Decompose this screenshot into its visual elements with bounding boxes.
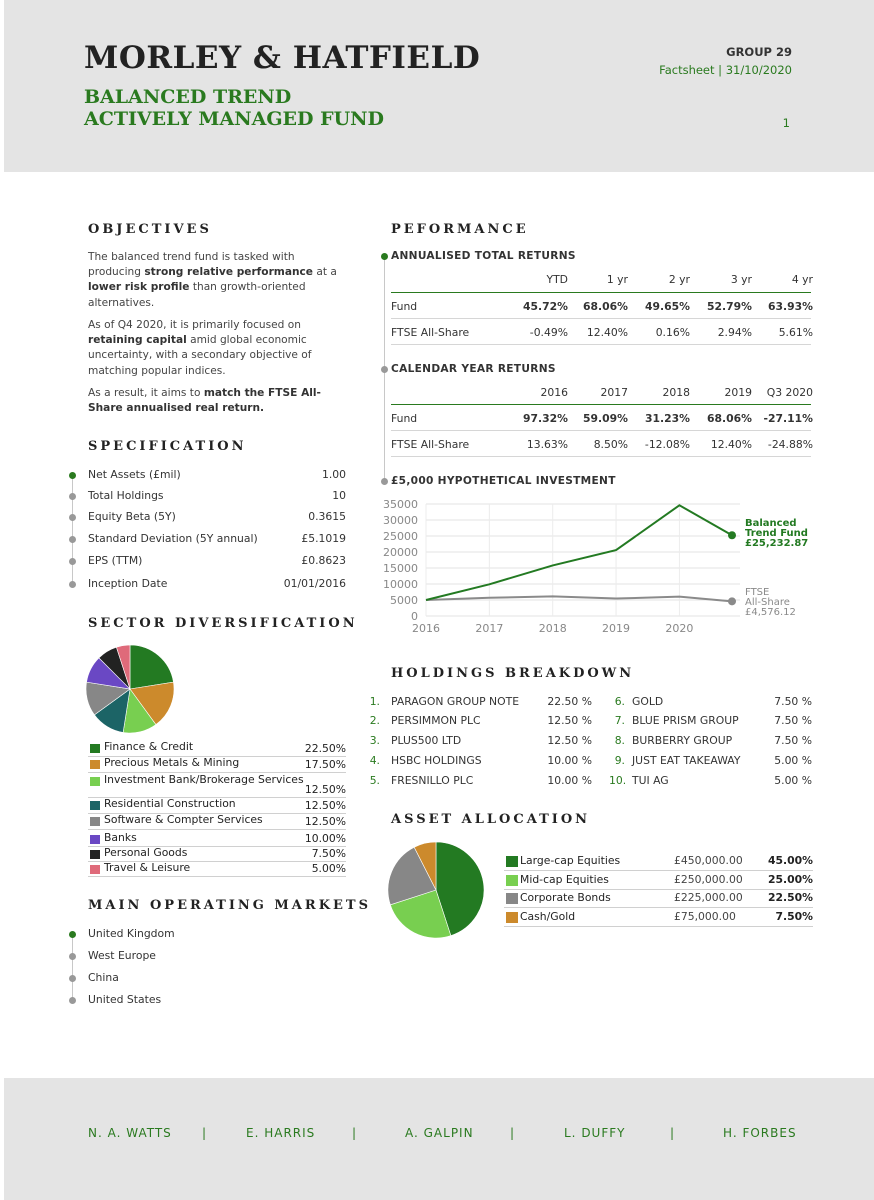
table-row-label: Fund — [391, 412, 418, 425]
markets-title: MAIN OPERATING MARKETS — [88, 898, 371, 913]
spec-value: 10 — [332, 489, 346, 502]
group-label: GROUP 29 — [726, 45, 792, 59]
y-tick-label: 20000 — [383, 546, 418, 559]
table-cell: 97.32% — [523, 412, 568, 425]
spec-label: Standard Deviation (5Y annual) — [88, 532, 258, 545]
sector-swatch — [90, 744, 100, 753]
allocation-pie-chart — [388, 842, 484, 938]
allocation-swatch — [506, 893, 518, 904]
holding-name: JUST EAT TAKEAWAY — [632, 754, 741, 767]
hypothetical-title: £5,000 HYPOTHETICAL INVESTMENT — [391, 475, 616, 487]
spec-row — [66, 489, 348, 507]
x-tick-label: 2017 — [475, 622, 504, 635]
allocation-amount: £250,000.00 — [674, 873, 743, 886]
objectives-paragraph-2: As of Q4 2020, it is primarily focused on retaining capital amid global economic uncertainty, with a secondary objective of matching popular indices. — [88, 319, 312, 377]
series-end-label: Balanced — [745, 518, 797, 529]
annualised-dot — [381, 253, 388, 260]
allocation-legend-row — [504, 854, 813, 871]
spec-label: EPS (TTM) — [88, 554, 143, 567]
sector-legend-row — [88, 862, 346, 877]
sector-percent: 5.00% — [311, 862, 346, 875]
holding-number: 8. — [614, 734, 625, 747]
table-cell: 2.94% — [717, 326, 752, 339]
table-rule — [391, 344, 811, 345]
sector-swatch — [90, 850, 100, 859]
series-end-label: All-Share — [745, 597, 790, 608]
sector-legend-row — [88, 757, 346, 773]
spec-value: £0.8623 — [301, 554, 346, 567]
sector-label: Finance & Credit — [104, 740, 194, 753]
allocation-label: Corporate Bonds — [520, 891, 611, 904]
spec-label: Total Holdings — [88, 489, 164, 502]
table-row-label: FTSE All-Share — [391, 438, 470, 451]
spec-label: Inception Date — [88, 577, 168, 590]
holding-name: PARAGON GROUP NOTE — [391, 695, 520, 708]
y-tick-label: 15000 — [383, 562, 418, 575]
allocation-amount: £225,000.00 — [674, 891, 743, 904]
allocation-percent: 45.00% — [768, 854, 813, 867]
x-tick-label: 2018 — [538, 622, 567, 635]
allocation-label: Large-cap Equities — [520, 854, 621, 867]
spec-dot — [69, 581, 76, 588]
market-dot — [69, 953, 76, 960]
allocation-swatch — [506, 856, 518, 867]
holding-name: PERSIMMON PLC — [391, 714, 481, 727]
table-cell: -12.08% — [644, 438, 690, 451]
objectives-paragraph-1: The balanced trend fund is tasked with producing strong relative performance at a lower risk profile than growth-oriented alternatives. — [88, 251, 337, 309]
fund-name-line1: BALANCED TREND — [84, 86, 292, 108]
market-item: China — [88, 971, 119, 984]
holding-name: HSBC HOLDINGS — [391, 754, 482, 767]
allocation-percent: 25.00% — [768, 873, 813, 886]
table-cell: 52.79% — [707, 300, 752, 313]
holding-number: 9. — [614, 754, 625, 767]
holding-name: TUI AG — [632, 774, 669, 787]
sector-swatch — [90, 801, 100, 810]
series-line-1 — [426, 596, 732, 601]
holding-percent: 10.00 % — [547, 774, 592, 787]
y-tick-label: 35000 — [383, 498, 418, 511]
holding-number: 6. — [614, 695, 625, 708]
hypothetical-investment-chart — [376, 492, 820, 640]
table-cell: 12.40% — [586, 326, 628, 339]
spec-value: 01/01/2016 — [283, 577, 346, 590]
footer-name: L. DUFFY — [564, 1126, 626, 1140]
hypothetical-dot — [381, 478, 388, 485]
holding-percent: 7.50 % — [774, 734, 812, 747]
holding-name: BLUE PRISM GROUP — [632, 714, 739, 727]
allocation-label: Mid-cap Equities — [520, 873, 609, 886]
holding-number: 5. — [369, 774, 380, 787]
sector-label: Precious Metals & Mining — [104, 756, 240, 769]
spec-row — [66, 532, 348, 550]
series-end-label: £25,232.87 — [745, 538, 809, 549]
footer-separator: | — [352, 1126, 357, 1140]
brand-title: MORLEY & HATFIELD — [84, 40, 481, 76]
table-header: 2019 — [724, 386, 752, 399]
spec-dot — [69, 472, 76, 479]
sector-label: Personal Goods — [104, 846, 188, 859]
footer-name: H. FORBES — [723, 1126, 797, 1140]
allocation-title: ASSET ALLOCATION — [391, 812, 591, 827]
holding-percent: 5.00 % — [774, 774, 812, 787]
x-tick-label: 2019 — [602, 622, 631, 635]
table-cell: 63.93% — [768, 300, 813, 313]
holding-name: GOLD — [632, 695, 664, 708]
sector-swatch — [90, 865, 100, 874]
holding-name: PLUS500 LTD — [391, 734, 462, 747]
market-dot — [69, 975, 76, 982]
allocation-swatch — [506, 912, 518, 923]
holding-number: 4. — [369, 754, 380, 767]
market-dot — [69, 997, 76, 1004]
holding-number: 1. — [369, 695, 380, 708]
objectives-title: OBJECTIVES — [88, 222, 212, 237]
allocation-label: Cash/Gold — [520, 910, 576, 923]
objectives-paragraph-3: As a result, it aims to match the FTSE All-Share annualised real return. — [88, 387, 321, 415]
table-header: 4 yr — [791, 273, 813, 286]
spec-value: £5.1019 — [301, 532, 346, 545]
x-tick-label: 2020 — [665, 622, 694, 635]
table-cell: 5.61% — [778, 326, 813, 339]
holding-percent: 12.50 % — [547, 734, 592, 747]
holding-name: BURBERRY GROUP — [632, 734, 733, 747]
holding-percent: 7.50 % — [774, 714, 812, 727]
allocation-swatch — [506, 875, 518, 886]
sector-percent: 12.50% — [304, 815, 346, 828]
holding-number: 3. — [369, 734, 380, 747]
table-cell: 45.72% — [523, 300, 568, 313]
spec-row — [66, 468, 348, 486]
y-tick-label: 25000 — [383, 530, 418, 543]
spec-row — [66, 577, 348, 595]
table-cell: 8.50% — [593, 438, 628, 451]
market-item: West Europe — [88, 949, 156, 962]
holding-percent: 22.50 % — [547, 695, 592, 708]
holding-percent: 10.00 % — [547, 754, 592, 767]
footer-separator: | — [510, 1126, 515, 1140]
table-cell: 13.63% — [526, 438, 568, 451]
sector-percent: 12.50% — [304, 783, 346, 796]
x-tick-label: 2016 — [412, 622, 440, 635]
spec-dot — [69, 558, 76, 565]
table-cell: -27.11% — [763, 412, 813, 425]
spec-label: Equity Beta (5Y) — [88, 510, 176, 523]
table-cell: -0.49% — [529, 326, 568, 339]
sector-swatch — [90, 760, 100, 769]
footer-separator: | — [202, 1126, 207, 1140]
series-line-0 — [426, 505, 732, 600]
sector-swatch — [90, 817, 100, 826]
sector-label: Banks — [104, 831, 137, 844]
market-item: United Kingdom — [88, 927, 175, 940]
sector-swatch — [90, 835, 100, 844]
table-header: 2018 — [662, 386, 690, 399]
sector-title: SECTOR DIVERSIFICATION — [88, 616, 358, 631]
table-cell: 31.23% — [645, 412, 690, 425]
market-item: United States — [88, 993, 162, 1006]
table-cell: 0.16% — [655, 326, 690, 339]
table-cell: 49.65% — [645, 300, 690, 313]
table-rule — [391, 456, 811, 457]
spec-value: 0.3615 — [308, 510, 346, 523]
table-rule — [391, 292, 811, 293]
spec-row — [66, 510, 348, 528]
spec-dot — [69, 493, 76, 500]
sector-label: Travel & Leisure — [104, 861, 191, 874]
spec-dot — [69, 536, 76, 543]
table-row-label: FTSE All-Share — [391, 326, 470, 339]
allocation-legend-row — [504, 910, 813, 927]
sector-legend-row — [88, 798, 346, 814]
footer-name: N. A. WATTS — [88, 1126, 172, 1140]
sector-legend-row — [88, 847, 346, 862]
series-end-point — [728, 597, 736, 605]
y-tick-label: 10000 — [383, 578, 418, 591]
spec-label: Net Assets (£mil) — [88, 468, 181, 481]
series-end-label: £4,576.12 — [745, 607, 796, 618]
table-header: 2016 — [540, 386, 568, 399]
allocation-percent: 7.50% — [775, 910, 813, 923]
sector-label: Software & Compter Services — [104, 813, 263, 826]
markets-timeline-line — [72, 934, 73, 1000]
sector-swatch — [90, 777, 100, 786]
table-cell: -24.88% — [767, 438, 813, 451]
table-header: YTD — [546, 273, 568, 286]
y-tick-label: 5000 — [390, 594, 418, 607]
specification-title: SPECIFICATION — [88, 439, 247, 454]
table-cell: 68.06% — [707, 412, 752, 425]
holding-number: 2. — [369, 714, 380, 727]
annualised-title: ANNUALISED TOTAL RETURNS — [391, 250, 576, 262]
sector-legend-row — [88, 832, 346, 847]
holding-name: FRESNILLO PLC — [391, 774, 474, 787]
holding-number: 10. — [609, 774, 627, 787]
sector-pie-slice — [130, 645, 173, 689]
table-cell: 59.09% — [583, 412, 628, 425]
sector-pie-chart — [86, 645, 174, 733]
y-tick-label: 30000 — [383, 514, 418, 527]
sector-label: Investment Bank/Brokerage Services — [104, 773, 304, 786]
market-dot — [69, 931, 76, 938]
sector-percent: 17.50% — [304, 758, 346, 771]
calendar-title: CALENDAR YEAR RETURNS — [391, 363, 556, 375]
page-number: 1 — [782, 116, 790, 130]
spec-row — [66, 554, 348, 572]
table-header: 2 yr — [668, 273, 690, 286]
table-rule — [391, 430, 811, 431]
spec-value: 1.00 — [321, 468, 346, 481]
series-end-point — [728, 531, 736, 539]
table-cell: 12.40% — [710, 438, 752, 451]
holding-percent: 5.00 % — [774, 754, 812, 767]
table-rule — [391, 318, 811, 319]
sector-label: Residential Construction — [104, 797, 236, 810]
allocation-amount: £450,000.00 — [674, 854, 743, 867]
series-end-label: FTSE — [745, 587, 770, 598]
factsheet-date: Factsheet | 31/10/2020 — [659, 63, 792, 77]
sector-percent: 12.50% — [304, 799, 346, 812]
table-rule — [391, 404, 811, 405]
holdings-title: HOLDINGS BREAKDOWN — [391, 666, 635, 681]
sector-legend-row — [88, 814, 346, 830]
table-header: 2017 — [600, 386, 628, 399]
allocation-percent: 22.50% — [768, 891, 813, 904]
holding-percent: 7.50 % — [774, 695, 812, 708]
footer-name: A. GALPIN — [405, 1126, 474, 1140]
y-tick-label: 0 — [411, 610, 418, 623]
allocation-legend-row — [504, 873, 813, 890]
footer-separator: | — [670, 1126, 675, 1140]
sector-percent: 7.50% — [311, 847, 346, 860]
allocation-amount: £75,000.00 — [674, 910, 736, 923]
sector-legend-row — [88, 774, 346, 798]
spec-dot — [69, 514, 76, 521]
sector-percent: 10.00% — [304, 832, 346, 845]
fund-name-line2: ACTIVELY MANAGED FUND — [84, 108, 385, 130]
table-header: 3 yr — [730, 273, 752, 286]
table-row-label: Fund — [391, 300, 418, 313]
calendar-dot — [381, 366, 388, 373]
sector-percent: 22.50% — [304, 742, 346, 755]
holding-number: 7. — [614, 714, 625, 727]
allocation-legend-row — [504, 891, 813, 908]
table-header: 1 yr — [606, 273, 628, 286]
series-end-label: Trend Fund — [745, 528, 808, 539]
performance-title: PEFORMANCE — [391, 222, 529, 237]
table-header: Q3 2020 — [766, 386, 813, 399]
footer-name: E. HARRIS — [246, 1126, 316, 1140]
holding-percent: 12.50 % — [547, 714, 592, 727]
sector-legend-row — [88, 741, 346, 757]
table-cell: 68.06% — [583, 300, 628, 313]
